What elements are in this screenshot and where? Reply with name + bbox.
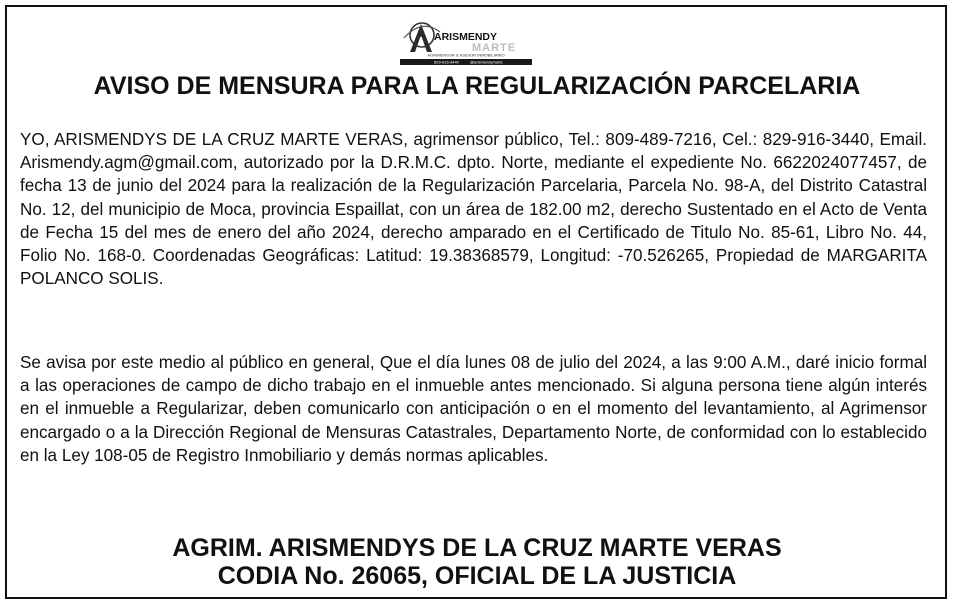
notice-paragraph-2: Se avisa por este medio al público en general, Que el día lunes 08 de julio del 2024, a las 9:00 A.M., daré inicio formal a las operaciones de campo de dicho trabajo en el inmueble antes mencionado. Si alguna persona tiene algún interés en el inmueble a Regularizar, deben comunicarlo con anticipación o en el momento del levantamiento, al Agrimensor encargado o a la Dirección Regional de Mensuras Catastrales, Departamento Norte, de conformidad con lo establecido en la Ley 108-05 de Registro Inmobiliario y demás normas aplicables. <box>20 353 927 465</box>
logo-name: ARISMENDY <box>434 31 498 43</box>
logo-tagline: AGRIMENSOR & ASESOR INMOBILIARIO <box>427 52 505 58</box>
notice-title: AVISO DE MENSURA PARA LA REGULARIZACIÓN PARCELARIA <box>93 72 861 100</box>
notice-paragraph-1: YO, ARISMENDYS DE LA CRUZ MARTE VERAS, agrimensor público, Tel.: 809-489-7216, Cel.: 829-916-3440, Email. Arismendy.agm@gmail.com, autorizado por la D.R.M.C. dpto. Norte, mediante el expediente No. 6622024077457, de fecha 13 de junio del 2024 para la realización de la Regularización Parcelaria, Parcela No. 98-A, del Distrito Catastral No. 12, del municipio de Moca, provincia Espaillat, con un área de 182.00 m2, derecho Sustentado en el Acto de Venta de Fecha 15 del mes de enero del año 2024, derecho amparado en el Certificado de Titulo No. 85-61, Libro No. 44, Folio No. 168-0. Coordenadas Geográficas: Latitud: 19.38368579, Longitud: -70.526265, Propiedad de MARGARITA POLANCO SOLIS. <box>20 130 927 289</box>
company-logo <box>396 18 536 66</box>
logo-handle: @arismendymarte <box>470 59 503 65</box>
logo-name-2: MARTE <box>472 42 517 54</box>
signature-name: AGRIM. ARISMENDYS DE LA CRUZ MARTE VERAS <box>172 534 782 562</box>
signature-credentials: CODIA No. 26065, OFICIAL DE LA JUSTICIA <box>217 562 737 590</box>
logo-phone: 829-916-3440 <box>434 59 459 65</box>
